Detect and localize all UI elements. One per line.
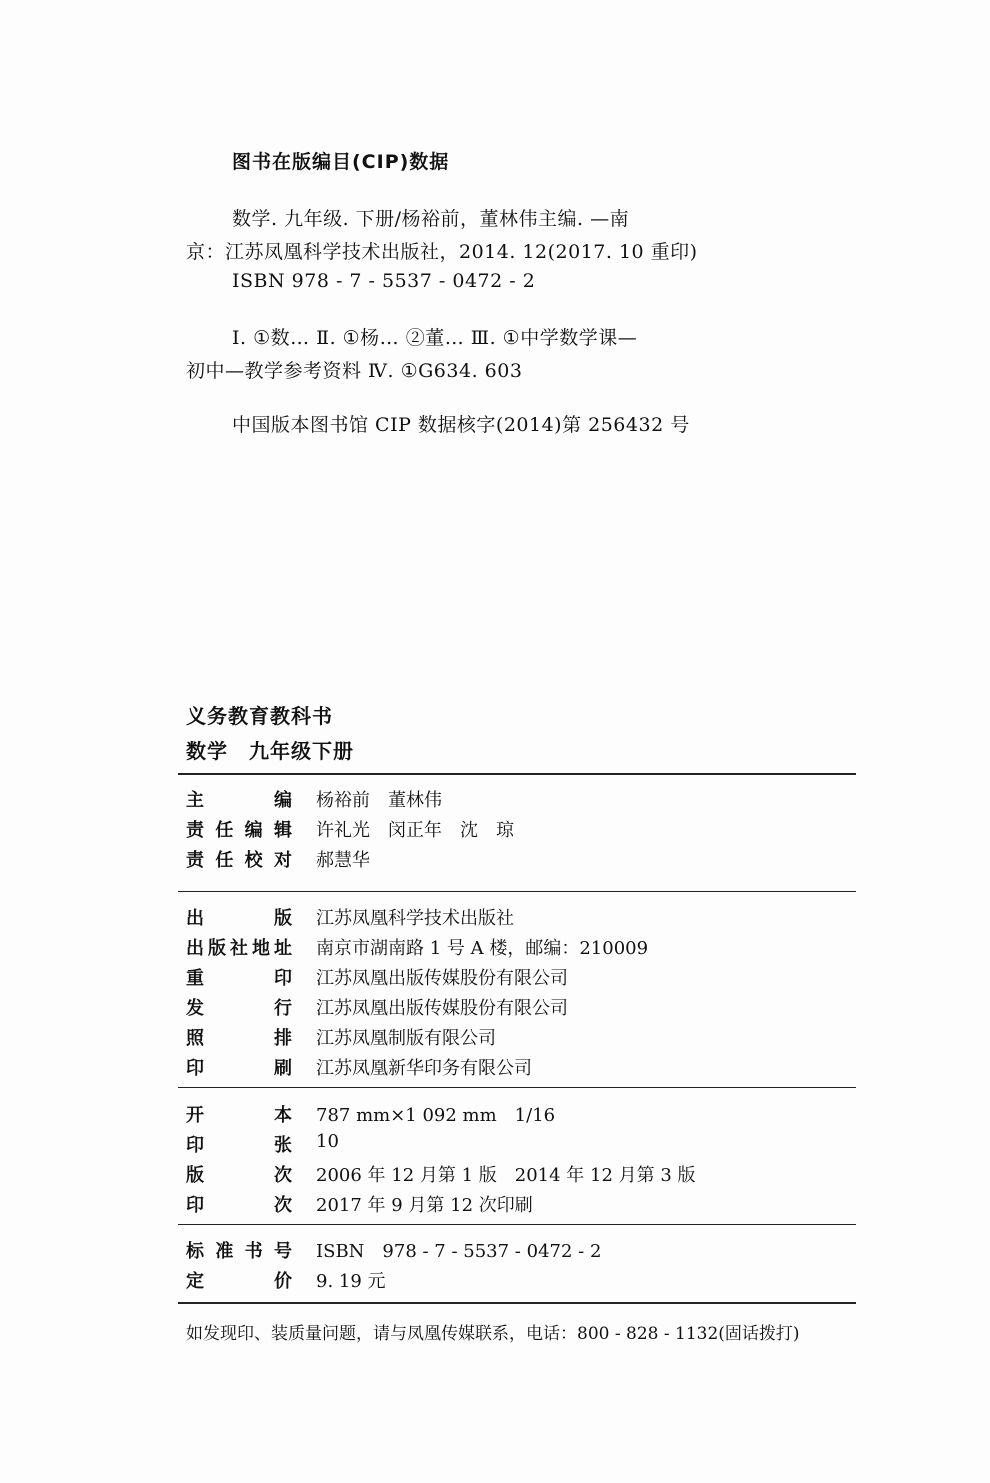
info-label-char: 照 <box>186 1028 204 1049</box>
info-value: 江苏凤凰新华印务有限公司 <box>316 1058 532 1079</box>
info-label <box>186 994 292 1020</box>
info-value: 南京市湖南路 1 号 A 楼，邮编：210009 <box>316 938 649 959</box>
info-label <box>186 1267 292 1293</box>
info-label <box>186 1054 292 1080</box>
info-label-char: 任 <box>215 820 234 841</box>
info-label-char: 印 <box>186 1058 204 1079</box>
info-label-char: 排 <box>274 1028 292 1049</box>
info-label <box>186 786 292 812</box>
info-label-char: 张 <box>274 1135 292 1156</box>
info-value: ISBN 978 - 7 - 5537 - 0472 - 2 <box>316 1241 602 1262</box>
info-label <box>186 1191 292 1217</box>
info-label-char: 出 <box>186 938 204 959</box>
book-title: 数学 九年级下册 <box>186 739 354 763</box>
info-label-char: 版 <box>186 1165 204 1186</box>
cip-line-1: 数学. 九年级. 下册/杨裕前，董林伟主编. —南 <box>232 208 630 230</box>
info-label-char: 次 <box>274 1195 292 1216</box>
info-label-char: 印 <box>186 1195 204 1216</box>
cip-classification-1: Ⅰ. ①数… Ⅱ. ①杨… ②董… Ⅲ. ①中学数学课— <box>232 327 638 349</box>
info-value: 杨裕前 董林伟 <box>316 790 442 811</box>
info-label-char: 编 <box>274 790 292 811</box>
info-label-char: 价 <box>274 1271 292 1292</box>
info-label <box>186 934 292 960</box>
info-label-char: 辑 <box>273 820 292 841</box>
info-value: 江苏凤凰出版传媒股份有限公司 <box>316 998 568 1019</box>
info-label-char: 社 <box>230 938 248 959</box>
info-label <box>186 1237 292 1263</box>
info-label-char: 行 <box>274 998 292 1019</box>
info-label-char: 本 <box>274 1105 292 1126</box>
info-value: 10 <box>316 1131 339 1152</box>
info-label-char: 责 <box>186 850 204 871</box>
info-label-char: 发 <box>186 998 204 1019</box>
info-label-char: 次 <box>274 1165 292 1186</box>
info-label-char: 印 <box>274 968 292 989</box>
cip-verification: 中国版本图书馆 CIP 数据核字(2014)第 256432 号 <box>232 414 690 436</box>
info-value: 787 mm×1 092 mm 1/16 <box>316 1105 556 1126</box>
info-label <box>186 904 292 930</box>
info-value: 江苏凤凰科学技术出版社 <box>316 908 514 929</box>
info-label-char: 准 <box>215 1241 234 1262</box>
rule-editors <box>178 891 856 892</box>
quality-contact-note: 如发现印、装质量问题，请与凤凰传媒联系，电话：800 - 828 - 1132(固话拨打) <box>186 1324 800 1344</box>
cip-classification-2: 初中—教学参考资料 Ⅳ. ①G634. 603 <box>186 360 523 382</box>
rule-top <box>178 773 856 775</box>
info-value: 江苏凤凰制版有限公司 <box>316 1028 496 1049</box>
info-label-char: 责 <box>186 820 204 841</box>
info-label-char: 定 <box>186 1271 204 1292</box>
cip-line-2: 京：江苏凤凰科学技术出版社，2014. 12(2017. 10 重印) <box>186 241 698 263</box>
info-label-char: 开 <box>186 1105 204 1126</box>
info-label <box>186 964 292 990</box>
info-label-char: 号 <box>273 1241 292 1262</box>
info-label-char: 版 <box>274 908 292 929</box>
info-value: 9. 19 元 <box>316 1271 386 1292</box>
info-label <box>186 846 292 872</box>
info-label-char: 刷 <box>274 1058 292 1079</box>
rule-bottom <box>178 1302 856 1304</box>
info-label-char: 任 <box>215 850 234 871</box>
series-title: 义务教育教科书 <box>186 704 333 728</box>
rule-publishing <box>178 1087 856 1088</box>
info-label-char: 标 <box>186 1241 204 1262</box>
info-label <box>186 1161 292 1187</box>
info-label-char: 印 <box>186 1135 204 1156</box>
cip-isbn: ISBN 978 - 7 - 5537 - 0472 - 2 <box>232 270 536 292</box>
info-label-char: 址 <box>274 938 292 959</box>
cip-title: 图书在版编目(CIP)数据 <box>232 151 450 173</box>
info-value: 2006 年 12 月第 1 版 2014 年 12 月第 3 版 <box>316 1165 696 1186</box>
rule-format <box>178 1224 856 1225</box>
info-label-char: 书 <box>244 1241 263 1262</box>
info-label-char: 编 <box>244 820 263 841</box>
info-label-char: 重 <box>186 968 204 989</box>
info-label-char: 主 <box>186 790 204 811</box>
info-label <box>186 816 292 842</box>
info-label-char: 版 <box>208 938 226 959</box>
info-label <box>186 1024 292 1050</box>
info-label-char: 地 <box>252 938 270 959</box>
info-label-char: 对 <box>273 850 292 871</box>
info-value: 郝慧华 <box>316 850 370 871</box>
info-label-char: 出 <box>186 908 204 929</box>
info-label <box>186 1131 292 1157</box>
info-value: 江苏凤凰出版传媒股份有限公司 <box>316 968 568 989</box>
info-label-char: 校 <box>244 850 263 871</box>
info-value: 许礼光 闵正年 沈 琼 <box>316 820 514 841</box>
info-label <box>186 1101 292 1127</box>
info-value: 2017 年 9 月第 12 次印刷 <box>316 1195 533 1216</box>
